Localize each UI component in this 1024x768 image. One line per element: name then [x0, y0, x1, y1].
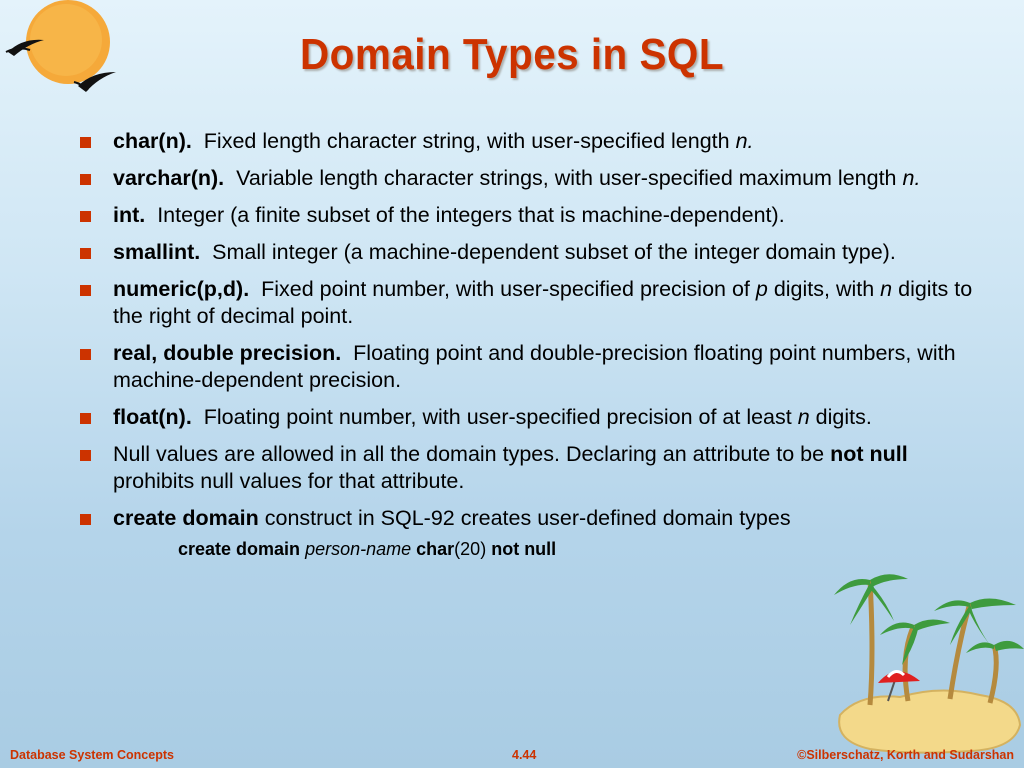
type-description-var: n: [797, 405, 810, 429]
type-description: Fixed length character string, with user-specified length: [203, 129, 736, 153]
list-item: [78, 128, 978, 155]
item-text: prohibits null values for that attribute.: [113, 469, 465, 493]
list-item: [78, 505, 978, 532]
palm-island-icon: [830, 565, 1024, 755]
type-description: Floating point number, with user-specified precision of at least: [203, 405, 798, 429]
type-description-var: p: [755, 277, 768, 301]
square-bullet-icon: [80, 174, 91, 185]
list-item: [78, 239, 978, 266]
keyword: char: [416, 539, 455, 559]
type-term: numeric(p,d).: [113, 277, 250, 301]
type-description: digits.: [809, 405, 872, 429]
type-term: float(n).: [113, 405, 192, 429]
square-bullet-icon: [80, 450, 91, 461]
square-bullet-icon: [80, 211, 91, 222]
bullet-list: [78, 128, 978, 561]
footer-right: ©Silberschatz, Korth and Sudarshan: [797, 748, 1014, 762]
keyword: not null: [830, 442, 908, 466]
footer-left: Database System Concepts: [10, 748, 174, 762]
code-example: [178, 537, 978, 561]
domain-name: person-name: [305, 539, 412, 559]
type-term: real, double precision.: [113, 341, 342, 365]
type-description: Fixed point number, with user-specified precision of: [261, 277, 756, 301]
square-bullet-icon: [80, 285, 91, 296]
type-description-var: n: [880, 277, 893, 301]
square-bullet-icon: [80, 137, 91, 148]
list-item: [78, 276, 978, 330]
type-description: Variable length character strings, with user-specified maximum length: [236, 166, 903, 190]
slide-title: Domain Types in SQL: [299, 30, 725, 79]
type-term: varchar(n).: [113, 166, 225, 190]
type-term: smallint.: [113, 240, 201, 264]
keyword: create domain: [113, 506, 259, 530]
square-bullet-icon: [80, 413, 91, 424]
type-description-var: n.: [735, 129, 754, 153]
type-description-var: n.: [902, 166, 921, 190]
type-description: Floating point and double-precision floating point numbers, with machine-dependent precision.: [113, 341, 956, 392]
keyword: create domain: [178, 539, 301, 559]
type-description: digits, with: [767, 277, 881, 301]
type-description: Small integer (a machine-dependent subset of the integer domain type).: [212, 240, 896, 264]
square-bullet-icon: [80, 349, 91, 360]
type-description: Integer (a finite subset of the integers that is machine-dependent).: [157, 203, 785, 227]
item-text: construct in SQL-92 creates user-defined domain types: [258, 506, 791, 530]
list-item: [78, 441, 978, 495]
footer-page-number: 4.44: [512, 748, 537, 762]
item-text: Null values are allowed in all the domain types. Declaring an attribute to be: [113, 442, 831, 466]
list-item: [78, 202, 978, 229]
keyword: not null: [491, 539, 557, 559]
type-description: digits to the right of decimal point.: [113, 277, 973, 328]
type-term: int.: [113, 203, 146, 227]
square-bullet-icon: [80, 514, 91, 525]
list-item: [78, 340, 978, 394]
list-item: [78, 404, 978, 431]
argument: (20): [454, 539, 487, 559]
list-item: [78, 165, 978, 192]
square-bullet-icon: [80, 248, 91, 259]
type-term: char(n).: [113, 129, 192, 153]
